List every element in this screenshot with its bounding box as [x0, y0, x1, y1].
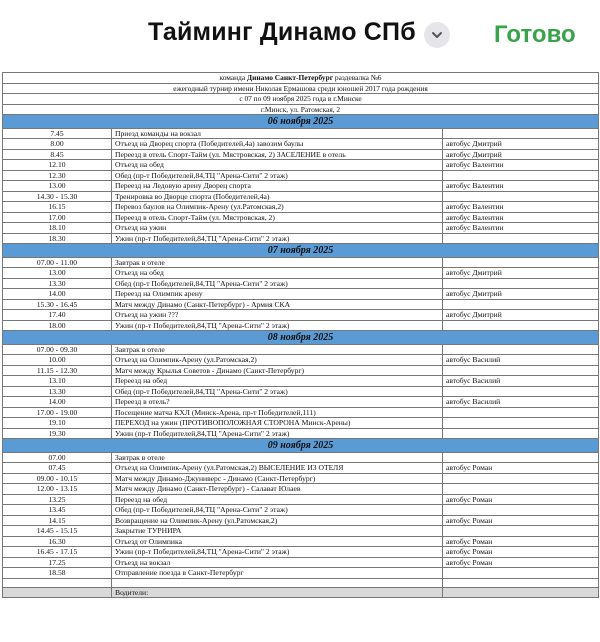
- event-cell[interactable]: Переезд в отель Спорт-Тайм (ул. Мястровская, 2): [112, 212, 443, 223]
- time-cell[interactable]: 14.15: [3, 515, 112, 526]
- day-header-row: [3, 115, 599, 129]
- event-cell[interactable]: Отъезд на ужин ???: [112, 310, 443, 321]
- time-cell[interactable]: 14.45 - 15.15: [3, 526, 112, 537]
- schedule-row: [3, 223, 599, 234]
- transport-cell[interactable]: [443, 365, 599, 376]
- schedule-row: [3, 257, 599, 268]
- transport-cell[interactable]: автобус Дмитрий: [443, 139, 599, 150]
- event-cell[interactable]: Обед (пр-т Победителей,84,ТЦ "Арена-Сити" 2 этаж): [112, 386, 443, 397]
- time-cell[interactable]: 13.30: [3, 386, 112, 397]
- transport-cell[interactable]: автобус Валентин: [443, 160, 599, 171]
- transport-cell[interactable]: [443, 128, 599, 139]
- event-cell[interactable]: Отъезд на Дворец спорта (Победителей,4а) завозим баулы: [112, 139, 443, 150]
- event-cell[interactable]: Отправление поезда в Санкт-Петербург: [112, 568, 443, 579]
- schedule-row: [3, 139, 599, 150]
- event-cell[interactable]: Матч между Динамо (Санкт-Петербург) - Салават Юлаев: [112, 484, 443, 495]
- time-cell[interactable]: [3, 587, 112, 598]
- transport-cell[interactable]: автобус Роман: [443, 494, 599, 505]
- schedule-row: [3, 320, 599, 331]
- time-cell[interactable]: 12.30: [3, 170, 112, 181]
- day-header-row: [3, 244, 599, 258]
- blank-row: [3, 578, 599, 587]
- schedule-row: [3, 452, 599, 463]
- transport-cell[interactable]: [443, 344, 599, 355]
- schedule-row: [3, 128, 599, 139]
- schedule-row: [3, 355, 599, 366]
- event-cell[interactable]: Отъезд на ужин: [112, 223, 443, 234]
- header-cell[interactable]: [3, 104, 599, 115]
- schedule-row: [3, 568, 599, 579]
- time-cell[interactable]: 09.00 - 10.15: [3, 473, 112, 484]
- header-text: команда: [219, 73, 248, 83]
- team-name: Динамо Санкт-Петербург: [247, 73, 334, 83]
- time-cell[interactable]: 15.30 - 16.45: [3, 299, 112, 310]
- transport-cell[interactable]: автобус Валентин: [443, 181, 599, 192]
- time-cell[interactable]: 19.10: [3, 418, 112, 429]
- event-cell[interactable]: Обед (пр-т Победителей,84,ТЦ "Арена-Сити" 2 этаж): [112, 278, 443, 289]
- schedule-row: [3, 428, 599, 439]
- time-cell[interactable]: [3, 578, 112, 587]
- event-cell[interactable]: Отъезд на Олимпик-Арену (ул.Ратомская,2) ВЫСЕЛЕНИЕ ИЗ ОТЕЛЯ: [112, 463, 443, 474]
- time-cell[interactable]: 07.00 - 09.30: [3, 344, 112, 355]
- top-bar: [0, 0, 600, 66]
- event-cell[interactable]: Матч между Динамо (Санкт-Петербург) - Армия СКА: [112, 299, 443, 310]
- header-row: [3, 73, 599, 84]
- event-cell[interactable]: Ужин (пр-т Победителей,84,ТЦ "Арена-Сити" 2 этаж): [112, 233, 443, 244]
- time-cell[interactable]: 13.00: [3, 181, 112, 192]
- header-text: ежегодный турнир имени Николая Ермашова среди юношей 2017 года рождения: [173, 83, 428, 93]
- event-cell[interactable]: Переезд в отель Спорт-Тайм (ул. Мястровская, 2) ЗАСЕЛЕНИЕ в отель: [112, 149, 443, 160]
- time-cell[interactable]: 07.00: [3, 452, 112, 463]
- event-cell[interactable]: Переезд в отель?: [112, 397, 443, 408]
- schedule-row: [3, 547, 599, 558]
- time-cell[interactable]: 18.10: [3, 223, 112, 234]
- schedule-row: [3, 463, 599, 474]
- event-cell[interactable]: Закрытие ТУРНИРА: [112, 526, 443, 537]
- time-cell[interactable]: 18.00: [3, 320, 112, 331]
- schedule-row: [3, 289, 599, 300]
- schedule-row: [3, 536, 599, 547]
- day-date[interactable]: 06 ноября 2025: [3, 115, 599, 129]
- schedule-row: [3, 181, 599, 192]
- schedule-row: [3, 376, 599, 387]
- time-cell[interactable]: 8.45: [3, 149, 112, 160]
- event-cell[interactable]: Отъезд на Олимпик-Арену (ул.Ратомская,2): [112, 355, 443, 366]
- schedule-row: [3, 233, 599, 244]
- transport-cell[interactable]: автобус Роман: [443, 557, 599, 568]
- time-cell[interactable]: 12.10: [3, 160, 112, 171]
- event-cell[interactable]: Перевоз баулов на Олимпик-Арену (ул.Ратомская,2): [112, 202, 443, 213]
- time-cell[interactable]: 14.30 - 15.30: [3, 191, 112, 202]
- schedule-row: [3, 407, 599, 418]
- transport-cell[interactable]: автобус Дмитрий: [443, 268, 599, 279]
- header-cell[interactable]: [3, 83, 599, 94]
- schedule-row: [3, 170, 599, 181]
- event-cell[interactable]: Обед (пр-т Победителей,84,ТЦ "Арена-Сити" 2 этаж): [112, 170, 443, 181]
- time-cell[interactable]: 17.40: [3, 310, 112, 321]
- transport-cell[interactable]: [443, 526, 599, 537]
- header-cell[interactable]: [3, 94, 599, 105]
- schedule-row: [3, 310, 599, 321]
- event-cell[interactable]: Тренировка во Дворце спорта (Победителей,4а): [112, 191, 443, 202]
- event-cell[interactable]: Переезд на обед: [112, 376, 443, 387]
- header-text: г.Минск, ул. Ратомская, 2: [260, 104, 341, 114]
- transport-cell[interactable]: автобус Роман: [443, 536, 599, 547]
- event-cell[interactable]: Отъезд на обед: [112, 160, 443, 171]
- transport-cell[interactable]: [443, 505, 599, 516]
- transport-cell[interactable]: [443, 418, 599, 429]
- event-cell[interactable]: Отъезд на обед: [112, 268, 443, 279]
- schedule-row: [3, 505, 599, 516]
- schedule-table: [2, 72, 599, 598]
- schedule-row: [3, 494, 599, 505]
- time-cell[interactable]: 8.00: [3, 139, 112, 150]
- time-cell[interactable]: 10.00: [3, 355, 112, 366]
- day-date[interactable]: 08 ноября 2025: [3, 331, 599, 345]
- event-cell[interactable]: Матч между Крылья Советов - Динамо (Санкт-Петербург): [112, 365, 443, 376]
- time-cell[interactable]: 14.00: [3, 397, 112, 408]
- day-header-row: [3, 439, 599, 453]
- schedule-row: [3, 344, 599, 355]
- day-header-row: [3, 331, 599, 345]
- event-cell[interactable]: Отъезд от Олимпика: [112, 536, 443, 547]
- event-cell[interactable]: Отъезд на вокзал: [112, 557, 443, 568]
- transport-cell[interactable]: автобус Валентин: [443, 212, 599, 223]
- transport-cell[interactable]: [443, 233, 599, 244]
- event-cell[interactable]: Ужин (пр-т Победителей,84,ТЦ "Арена-Сити" 2 этаж): [112, 320, 443, 331]
- transport-cell[interactable]: [443, 452, 599, 463]
- transport-cell[interactable]: автобус Василий: [443, 397, 599, 408]
- schedule-row: [3, 365, 599, 376]
- transport-cell[interactable]: [443, 407, 599, 418]
- time-cell[interactable]: 17.00: [3, 212, 112, 223]
- event-cell[interactable]: Завтрак в отеле: [112, 257, 443, 268]
- time-cell[interactable]: 13.25: [3, 494, 112, 505]
- time-cell[interactable]: 18.30: [3, 233, 112, 244]
- time-cell[interactable]: 17.25: [3, 557, 112, 568]
- schedule-row: [3, 557, 599, 568]
- time-cell[interactable]: 7.45: [3, 128, 112, 139]
- time-cell[interactable]: 13.45: [3, 505, 112, 516]
- schedule-row: [3, 160, 599, 171]
- schedule-row: [3, 397, 599, 408]
- event-cell[interactable]: Ужин (пр-т Победителей,84,ТЦ "Арена-Сити" 2 этаж): [112, 428, 443, 439]
- transport-cell[interactable]: автобус Дмитрий: [443, 310, 599, 321]
- schedule-row: [3, 386, 599, 397]
- drivers-row: [3, 587, 599, 598]
- event-cell[interactable]: Обед (пр-т Победителей,84,ТЦ "Арена-Сити" 2 этаж): [112, 505, 443, 516]
- transport-cell[interactable]: [443, 320, 599, 331]
- schedule-row: [3, 515, 599, 526]
- schedule-row: [3, 418, 599, 429]
- drivers-label[interactable]: Водители:: [112, 587, 443, 598]
- transport-cell[interactable]: [443, 473, 599, 484]
- schedule-row: [3, 191, 599, 202]
- event-cell[interactable]: Переезд на обед: [112, 494, 443, 505]
- transport-cell[interactable]: автобус Роман: [443, 515, 599, 526]
- transport-cell[interactable]: [443, 170, 599, 181]
- header-text: с 07 по 09 ноября 2025 года в г.Минске: [239, 94, 362, 104]
- title-menu-button[interactable]: [424, 22, 450, 48]
- transport-cell[interactable]: [443, 578, 599, 587]
- event-cell[interactable]: Приезд команды на вокзал: [112, 128, 443, 139]
- time-cell[interactable]: 19.30: [3, 428, 112, 439]
- transport-cell[interactable]: автобус Василий: [443, 376, 599, 387]
- event-cell[interactable]: Переезд на Ледовую арену Дворец спорта: [112, 181, 443, 192]
- schedule-row: [3, 526, 599, 537]
- transport-cell[interactable]: [443, 191, 599, 202]
- time-cell[interactable]: 14.00: [3, 289, 112, 300]
- time-cell[interactable]: 13.30: [3, 278, 112, 289]
- transport-cell[interactable]: [443, 587, 599, 598]
- schedule-row: [3, 299, 599, 310]
- time-cell[interactable]: 18.58: [3, 568, 112, 579]
- event-cell[interactable]: Ужин (пр-т Победителей,84,ТЦ "Арена-Сити" 2 этаж): [112, 547, 443, 558]
- time-cell[interactable]: 13.10: [3, 376, 112, 387]
- time-cell[interactable]: 07.45: [3, 463, 112, 474]
- transport-cell[interactable]: автобус Дмитрий: [443, 289, 599, 300]
- transport-cell[interactable]: [443, 386, 599, 397]
- transport-cell[interactable]: автобус Дмитрий: [443, 149, 599, 160]
- transport-cell[interactable]: автобус Валентин: [443, 202, 599, 213]
- transport-cell[interactable]: [443, 278, 599, 289]
- time-cell[interactable]: 17.00 - 19.00: [3, 407, 112, 418]
- header-cell[interactable]: [3, 73, 599, 84]
- time-cell[interactable]: 11.15 - 12.30: [3, 365, 112, 376]
- schedule-row: [3, 149, 599, 160]
- time-cell[interactable]: 12.00 - 13.15: [3, 484, 112, 495]
- transport-cell[interactable]: автобус Валентин: [443, 223, 599, 234]
- header-row: [3, 83, 599, 94]
- event-cell[interactable]: Матч между Динамо-Джуниверс - Динамо (Санкт-Петербург): [112, 473, 443, 484]
- done-button[interactable]: Готово: [494, 21, 576, 48]
- schedule-row: [3, 484, 599, 495]
- header-row: [3, 94, 599, 105]
- transport-cell[interactable]: автобус Василий: [443, 355, 599, 366]
- header-row: [3, 104, 599, 115]
- document-title: Тайминг Динамо СПб: [148, 18, 416, 46]
- schedule-row: [3, 473, 599, 484]
- event-cell[interactable]: Переезд на Олимпик арену: [112, 289, 443, 300]
- transport-cell[interactable]: [443, 568, 599, 579]
- time-cell[interactable]: 16.15: [3, 202, 112, 213]
- day-date[interactable]: 07 ноября 2025: [3, 244, 599, 258]
- time-cell[interactable]: 16.30: [3, 536, 112, 547]
- event-cell[interactable]: Возвращение на Олимпик-Арену (ул.Ратомская,2): [112, 515, 443, 526]
- event-cell[interactable]: ПЕРЕХОД на ужин (ПРОТИВОПОЛОЖНАЯ СТОРОНА Минск-Арены): [112, 418, 443, 429]
- schedule-row: [3, 202, 599, 213]
- transport-cell[interactable]: [443, 428, 599, 439]
- day-date[interactable]: 09 ноября 2025: [3, 439, 599, 453]
- event-cell[interactable]: Завтрак в отеле: [112, 344, 443, 355]
- chevron-down-icon: [430, 28, 444, 42]
- schedule-row: [3, 268, 599, 279]
- time-cell[interactable]: 16.45 - 17.15: [3, 547, 112, 558]
- time-cell[interactable]: 13.00: [3, 268, 112, 279]
- transport-cell[interactable]: автобус Роман: [443, 547, 599, 558]
- transport-cell[interactable]: автобус Роман: [443, 463, 599, 474]
- event-cell[interactable]: [112, 578, 443, 587]
- schedule-row: [3, 278, 599, 289]
- schedule-row: [3, 212, 599, 223]
- header-text-suffix: раздевалка №6: [333, 73, 382, 83]
- event-cell[interactable]: Завтрак в отеле: [112, 452, 443, 463]
- event-cell[interactable]: Посещение матча КХЛ (Минск-Арена, пр-т Победителей,111): [112, 407, 443, 418]
- transport-cell[interactable]: [443, 257, 599, 268]
- time-cell[interactable]: 07.00 - 11.00: [3, 257, 112, 268]
- transport-cell[interactable]: [443, 484, 599, 495]
- transport-cell[interactable]: [443, 299, 599, 310]
